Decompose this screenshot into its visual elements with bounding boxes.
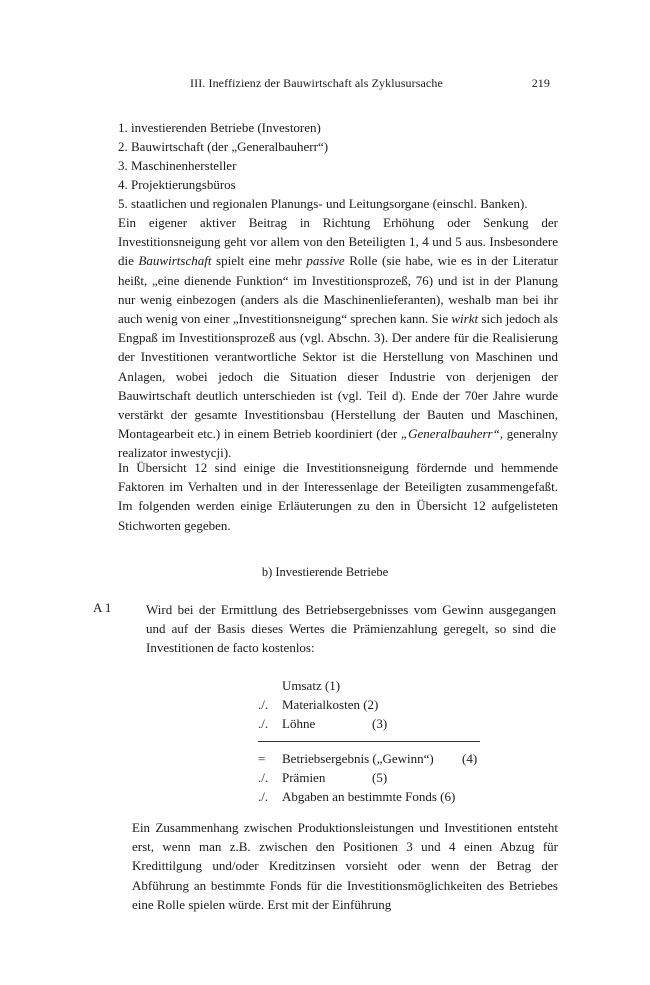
emphasis: passive bbox=[306, 253, 345, 269]
calc-number: (3) bbox=[372, 716, 388, 731]
paragraph-3: Ein Zusammenhang zwischen Produktionsleistungen und Investitionen entsteht erst, wenn man z.B. zwischen den Positionen 3 und 4 einen Abzug für Kredittilgung und/oder Kreditzinsen vorsieht oder wenn der Betrag der Abführung an bestimmte Fonds für die Investitionsmöglichkeiten des Betriebes eine Rolle spielen würde. Erst mit der Einführung bbox=[132, 820, 558, 912]
text-run: Rolle (sie habe, wie es in der Literatur heißt, „eine dienende Funktion“ im Investitionsprozeß, 76) und ist in der Planung nur wenig einbezogen (anders als die Maschinenlieferanten), weshalb man bei ihr auch wenig von einer „Investitionsneigung“ sprechen kann. Sie bbox=[118, 253, 558, 327]
running-header-title: III. Ineffizienz der Bauwirtschaft als Zyklusursache bbox=[190, 76, 443, 90]
calc-divider-line bbox=[258, 741, 480, 742]
calc-label: Umsatz (1) bbox=[282, 678, 341, 693]
calc-label: Prämien bbox=[282, 770, 326, 785]
page-number: 219 bbox=[531, 76, 550, 90]
text-run: Ein eigener aktiver Beitrag in Richtung Erhöhung oder Senkung der Investitionsneigung geht vor allem von den Beteiligten 1, 4 und 5 aus. Insbesondere die bbox=[118, 215, 558, 269]
participants-list bbox=[118, 118, 558, 213]
text-run: spielt eine mehr bbox=[211, 253, 307, 269]
calc-label: Abgaben an bestimmte Fonds (6) bbox=[282, 789, 456, 804]
list-item: 3. Maschinenhersteller bbox=[118, 158, 237, 173]
paragraph-2: In Übersicht 12 sind einige die Investitionsneigung fördernde und hemmende Faktoren im Verhalten und in der Interessenlage der Beteiligten zusammengefaßt. Im folgenden werden einige Erläuterungen zu den in Übersicht 12 aufgelisteten Stichworten gegeben. bbox=[118, 460, 558, 533]
list-item: 1. investierenden Betriebe (Investoren) bbox=[118, 120, 321, 135]
calc-operator: ./. bbox=[258, 716, 269, 731]
calc-number: (5) bbox=[372, 770, 388, 785]
list-item: 2. Bauwirtschaft (der „Generalbauherr“) bbox=[118, 139, 329, 154]
calc-label: Materialkosten (2) bbox=[282, 697, 379, 712]
calc-operator: ./. bbox=[258, 697, 269, 712]
paragraph-1 bbox=[118, 213, 558, 463]
item-a1-text: Wird bei der Ermittlung des Betriebsergebnisses vom Gewinn ausgegangen und auf der Basis dieses Wertes die Prämienzahlung geregelt, so sind die Investitionen de facto kostenlos: bbox=[146, 602, 556, 656]
calc-number: (4) bbox=[462, 751, 478, 766]
emphasis: Bauwirtschaft bbox=[138, 253, 212, 269]
item-label-a1: A 1 bbox=[93, 600, 112, 615]
emphasis: „Generalbauherr“ bbox=[400, 426, 500, 442]
list-item: 4. Projektierungsbüros bbox=[118, 177, 236, 192]
calc-operator: ./. bbox=[258, 770, 269, 785]
list-item: 5. staatlichen und regionalen Planungs- und Leitungsorgane (einschl. Banken). bbox=[118, 196, 528, 211]
section-subheading: b) Investierende Betriebe bbox=[261, 565, 389, 579]
calc-label: Betriebsergebnis („Gewinn“) bbox=[282, 751, 434, 766]
text-run: sich jedoch als Engpaß im Investitionsprozeß aus (vgl. Abschn. 3). Der andere für die Realisierung der Investitionen verantwortliche Sektor ist die Herstellung von Maschinen und Anlagen, wobei jedoch die Situation dieser Industrie von derjenigen der Bauwirtschaft deutlich unterschieden ist (vgl. Teil d). Ende der 70er Jahre wurde verstärkt der gesamte Investitionsbau (Herstellung der Bauten und Maschinen, Montagearbeit etc.) in einem Betrieb koordiniert (der bbox=[118, 311, 558, 442]
calc-operator: = bbox=[258, 751, 266, 766]
text-run: , generalny realizator inwestycji). bbox=[118, 426, 558, 461]
emphasis: wirkt bbox=[451, 311, 479, 327]
calc-operator: ./. bbox=[258, 789, 269, 804]
calc-label: Löhne bbox=[282, 716, 316, 731]
